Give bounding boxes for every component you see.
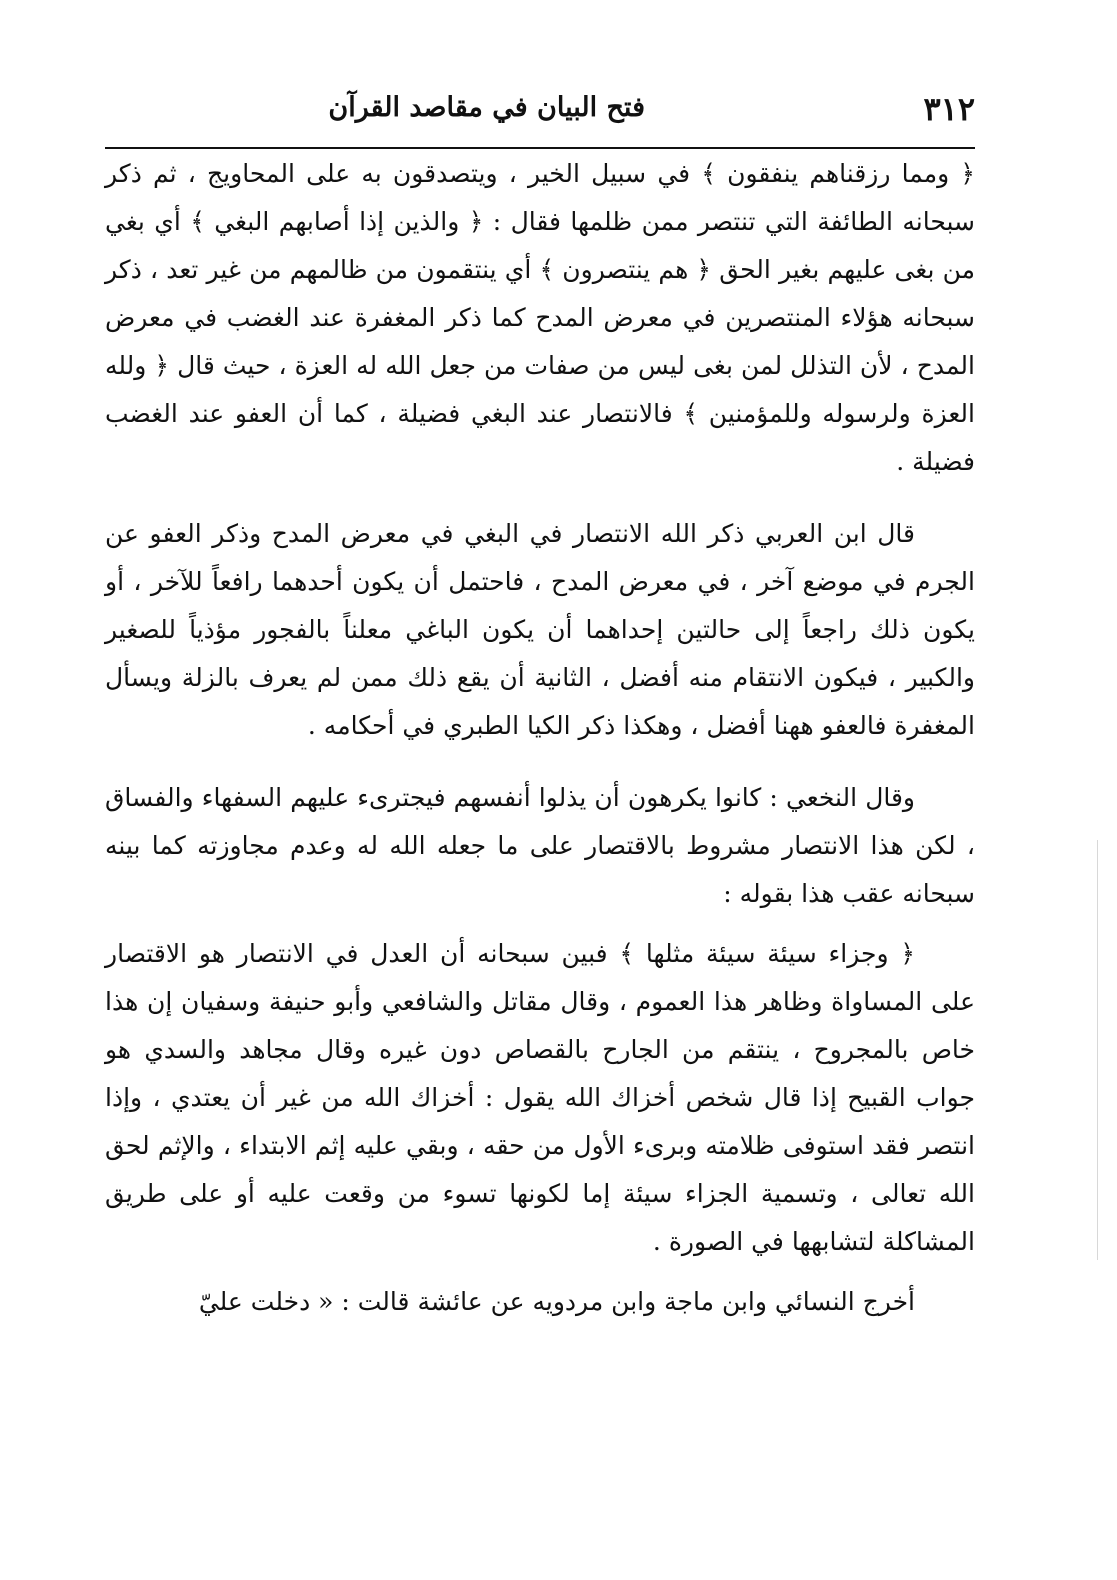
scan-edge-line [1097, 840, 1098, 1260]
page-body [105, 150, 975, 1326]
page-number: ٣١٢ [923, 90, 975, 128]
paragraph-2: قال ابن العربي ذكر الله الانتصار في البغي في معرض المدح وذكر العفو عن الجرم في موضع آخر ، في معرض المدح ، فاحتمل أن يكون أحدهما رافعاً للآخر ، أو يكون ذلك راجعاً إلى حالتين إحداهما أن يكون الباغي معلناً بالفجور مؤذياً للصغير والكبير ، فيكون الانتقام منه أفضل ، الثانية أن يقع ذلك ممن لم يعرف بالزلة ويسأل المغفرة فالعفو ههنا أفضل ، وهكذا ذكر الكيا الطبري في أحكامه . [105, 519, 975, 740]
running-title: فتح البيان في مقاصد القرآن [328, 92, 645, 123]
paragraph-5: أخرج النسائي وابن ماجة وابن مردويه عن عائشة قالت : « دخلت عليّ [198, 1287, 915, 1316]
page-header [105, 88, 975, 142]
paragraph-3: وقال النخعي : كانوا يكرهون أن يذلوا أنفسهم فيجترىء عليهم السفهاء والفساق ، لكن هذا الانتصار مشروط بالاقتصار على ما جعله الله له وعدم مجاوزته كما بينه سبحانه عقب هذا بقوله : [105, 783, 975, 908]
header-divider [105, 147, 975, 149]
paragraph-4: ﴿ وجزاء سيئة سيئة مثلها ﴾ فبين سبحانه أن العدل في الانتصار هو الاقتصار على المساواة وظاهر هذا العموم ، وقال مقاتل والشافعي وأبو حنيفة وسفيان إن هذا خاص بالمجروح ، ينتقم من الجارح بالقصاص دون غيره وقال مجاهد والسدي هو جواب القبيح إذا قال شخص أخزاك الله يقول : أخزاك الله من غير أن يعتدي ، وإذا انتصر فقد استوفى ظلامته وبرىء الأول من حقه ، وبقي عليه إثم الابتداء ، والإثم لحق الله تعالى ، وتسمية الجزاء سيئة إما لكونها تسوء من وقعت عليه أو على طريق المشاكلة لتشابهها في الصورة . [105, 939, 975, 1256]
paragraph-1: ﴿ ومما رزقناهم ينفقون ﴾ في سبيل الخير ، ويتصدقون به على المحاويج ، ثم ذكر سبحانه الطائفة التي تنتصر ممن ظلمها فقال : ﴿ والذين إذا أصابهم البغي ﴾ أي بغي من بغى عليهم بغير الحق ﴿ هم ينتصرون ﴾ أي ينتقمون من ظالمهم من غير تعد ، ذكر سبحانه هؤلاء المنتصرين في معرض المدح كما ذكر المغفرة عند الغضب في معرض المدح ، لأن التذلل لمن بغى ليس من صفات من جعل الله له العزة ، حيث قال ﴿ ولله العزة ولرسوله وللمؤمنين ﴾ فالانتصار عند البغي فضيلة ، كما أن العفو عند الغضب فضيلة . [105, 159, 975, 476]
